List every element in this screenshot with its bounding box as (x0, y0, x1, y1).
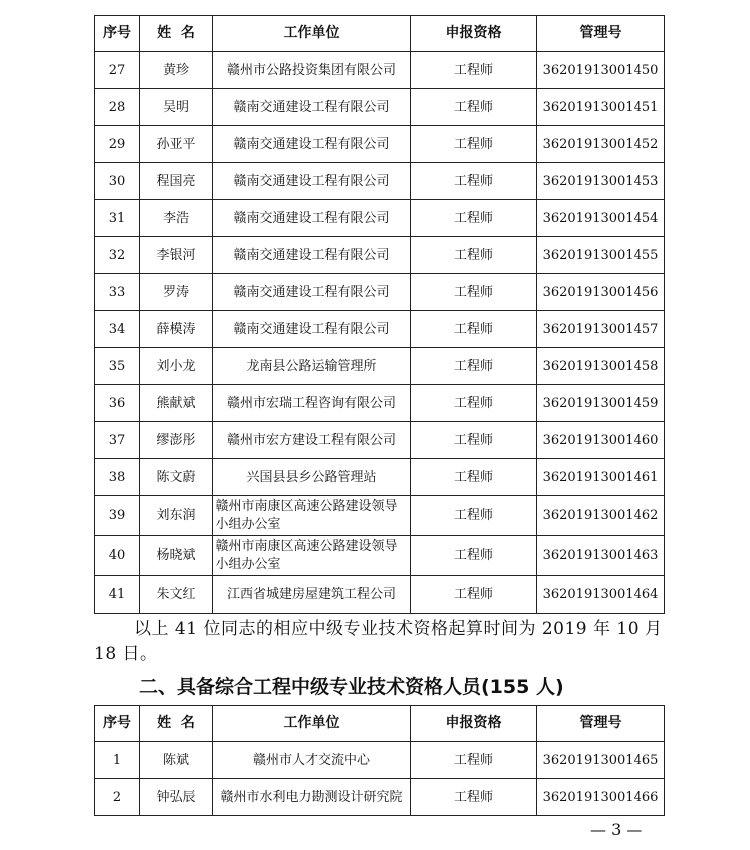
header-name: 姓 名 (140, 16, 213, 52)
table-row (95, 459, 665, 496)
cell-qual: 工程师 (411, 52, 537, 89)
cell-seq: 33 (95, 274, 140, 311)
cell-qual: 工程师 (411, 163, 537, 200)
cell-id: 36201913001458 (537, 348, 665, 385)
cell-qual: 工程师 (411, 422, 537, 459)
cell-qual: 工程师 (411, 274, 537, 311)
cell-unit: 赣南交通建设工程有限公司 (213, 126, 411, 163)
cell-name: 薛模涛 (140, 311, 213, 348)
cell-id: 36201913001456 (537, 274, 665, 311)
cell-unit: 赣州市公路投资集团有限公司 (213, 52, 411, 89)
cell-unit: 赣州市宏瑞工程咨询有限公司 (213, 385, 411, 422)
cell-unit: 赣南交通建设工程有限公司 (213, 237, 411, 274)
cell-unit-text: 赣州市南康区高速公路建设领导小组办公室 (215, 538, 398, 572)
table-row (95, 496, 665, 536)
cell-name: 陈斌 (140, 742, 213, 779)
cell-qual: 工程师 (411, 576, 537, 614)
cell-qual: 工程师 (411, 237, 537, 274)
cell-id: 36201913001455 (537, 237, 665, 274)
table-row (95, 385, 665, 422)
cell-id: 36201913001450 (537, 52, 665, 89)
cell-qual: 工程师 (411, 496, 537, 536)
cell-unit: 赣南交通建设工程有限公司 (213, 200, 411, 237)
personnel-table-1 (94, 15, 665, 614)
cell-qual: 工程师 (411, 385, 537, 422)
cell-id: 36201913001452 (537, 126, 665, 163)
cell-name: 杨晓斌 (140, 536, 213, 576)
cell-seq: 28 (95, 89, 140, 126)
page-number: — 3 — (590, 820, 643, 839)
table-header-row (95, 706, 665, 742)
cell-qual: 工程师 (411, 459, 537, 496)
table-row (95, 576, 665, 614)
cell-qual: 工程师 (411, 348, 537, 385)
cell-id: 36201913001462 (537, 496, 665, 536)
cell-name: 陈文蔚 (140, 459, 213, 496)
cell-unit-text: 赣州市南康区高速公路建设领导小组办公室 (215, 498, 398, 532)
section-heading: 二、具备综合工程中级专业技术资格人员(155 人) (139, 676, 564, 698)
cell-qual: 工程师 (411, 779, 537, 816)
cell-seq: 37 (95, 422, 140, 459)
header-qual: 申报资格 (411, 16, 537, 52)
table-header-row (95, 16, 665, 52)
cell-name: 缪澎彤 (140, 422, 213, 459)
cell-id: 36201913001451 (537, 89, 665, 126)
header-unit: 工作单位 (213, 16, 411, 52)
table-row (95, 779, 665, 816)
cell-unit: 赣南交通建设工程有限公司 (213, 163, 411, 200)
cell-id: 36201913001453 (537, 163, 665, 200)
header-seq: 序号 (95, 16, 140, 52)
cell-name: 黄珍 (140, 52, 213, 89)
cell-qual: 工程师 (411, 89, 537, 126)
cell-qual: 工程师 (411, 311, 537, 348)
cell-id: 36201913001465 (537, 742, 665, 779)
cell-unit: 赣南交通建设工程有限公司 (213, 311, 411, 348)
cell-seq: 40 (95, 536, 140, 576)
table-row (95, 742, 665, 779)
table-row (95, 89, 665, 126)
header-unit: 工作单位 (213, 706, 411, 742)
cell-seq: 39 (95, 496, 140, 536)
header-id: 管理号 (537, 16, 665, 52)
personnel-table-2 (94, 705, 665, 816)
cell-unit (213, 536, 411, 576)
header-name: 姓 名 (140, 706, 213, 742)
table-row (95, 126, 665, 163)
cell-name: 熊献斌 (140, 385, 213, 422)
table-row (95, 163, 665, 200)
table-row (95, 200, 665, 237)
header-qual: 申报资格 (411, 706, 537, 742)
cell-unit: 赣州市宏方建设工程有限公司 (213, 422, 411, 459)
cell-qual: 工程师 (411, 126, 537, 163)
cell-name: 孙亚平 (140, 126, 213, 163)
cell-unit: 赣南交通建设工程有限公司 (213, 274, 411, 311)
cell-seq: 35 (95, 348, 140, 385)
cell-seq: 30 (95, 163, 140, 200)
cell-seq: 1 (95, 742, 140, 779)
cell-qual: 工程师 (411, 536, 537, 576)
cell-name: 李浩 (140, 200, 213, 237)
cell-name: 李银河 (140, 237, 213, 274)
cell-id: 36201913001457 (537, 311, 665, 348)
table-row (95, 274, 665, 311)
cell-name: 朱文红 (140, 576, 213, 614)
cell-qual: 工程师 (411, 742, 537, 779)
cell-unit: 赣州市人才交流中心 (213, 742, 411, 779)
cell-name: 罗涛 (140, 274, 213, 311)
table-row (95, 348, 665, 385)
table-row (95, 311, 665, 348)
cell-seq: 32 (95, 237, 140, 274)
cell-unit: 江西省城建房屋建筑工程公司 (213, 576, 411, 614)
cell-name: 刘小龙 (140, 348, 213, 385)
cell-name: 程国亮 (140, 163, 213, 200)
start-date-note: 以上 41 位同志的相应中级专业技术资格起算时间为 2019 年 10 月 18 日。 (94, 619, 663, 664)
table-row (95, 52, 665, 89)
cell-unit: 赣州市水利电力勘测设计研究院 (213, 779, 411, 816)
table-row (95, 422, 665, 459)
cell-id: 36201913001460 (537, 422, 665, 459)
cell-seq: 31 (95, 200, 140, 237)
cell-seq: 38 (95, 459, 140, 496)
cell-seq: 41 (95, 576, 140, 614)
cell-id: 36201913001466 (537, 779, 665, 816)
header-seq: 序号 (95, 706, 140, 742)
table-row (95, 536, 665, 576)
cell-unit: 赣南交通建设工程有限公司 (213, 89, 411, 126)
cell-seq: 29 (95, 126, 140, 163)
cell-unit: 龙南县公路运输管理所 (213, 348, 411, 385)
cell-seq: 36 (95, 385, 140, 422)
cell-id: 36201913001463 (537, 536, 665, 576)
cell-unit: 兴国县县乡公路管理站 (213, 459, 411, 496)
cell-name: 刘东润 (140, 496, 213, 536)
cell-name: 吴明 (140, 89, 213, 126)
cell-id: 36201913001454 (537, 200, 665, 237)
cell-id: 36201913001464 (537, 576, 665, 614)
cell-seq: 34 (95, 311, 140, 348)
cell-seq: 27 (95, 52, 140, 89)
cell-qual: 工程师 (411, 200, 537, 237)
table-row (95, 237, 665, 274)
cell-seq: 2 (95, 779, 140, 816)
cell-id: 36201913001461 (537, 459, 665, 496)
cell-id: 36201913001459 (537, 385, 665, 422)
header-id: 管理号 (537, 706, 665, 742)
cell-name: 钟弘辰 (140, 779, 213, 816)
cell-unit (213, 496, 411, 536)
